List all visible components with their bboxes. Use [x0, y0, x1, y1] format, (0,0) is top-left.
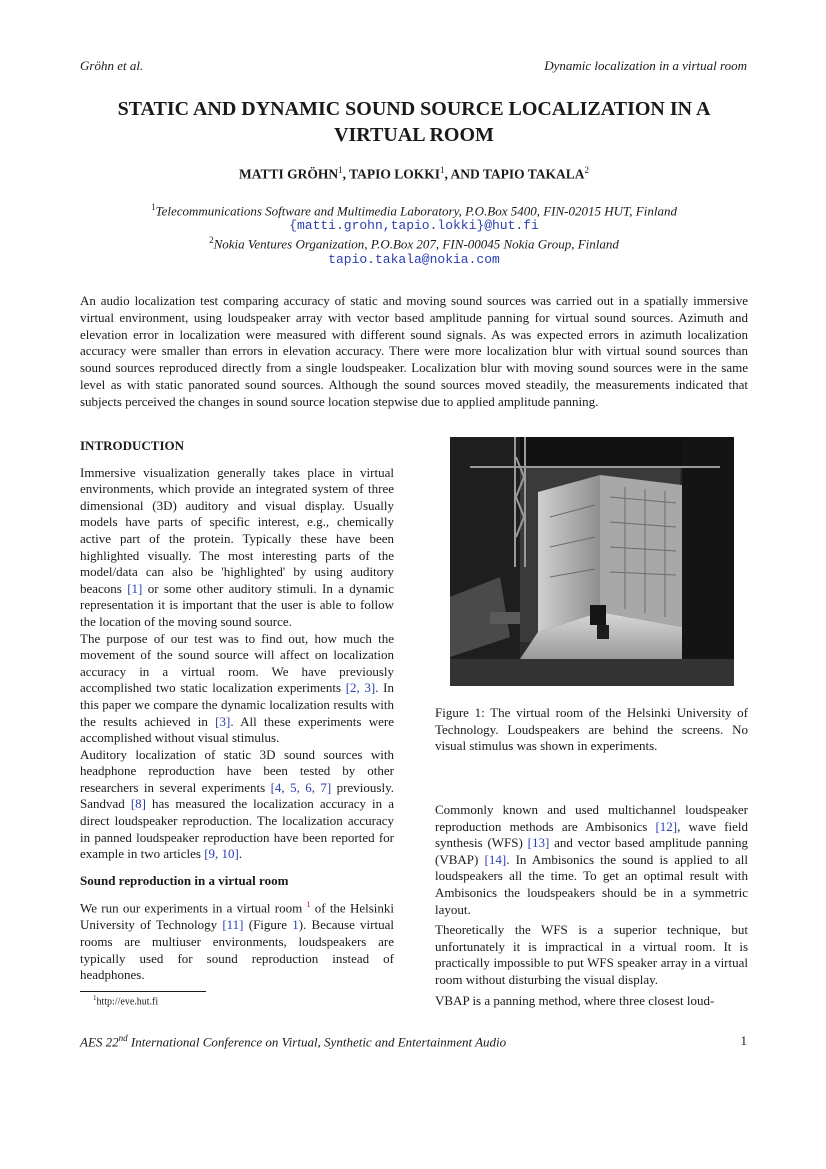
citation-link[interactable]: [11] [222, 917, 244, 933]
intro-p3-text-a: Auditory localization of static 3D sound sources with headphone reproduction have been tested by other researchers in several experiments [80, 746, 394, 795]
running-header-authors: Gröhn et al. [80, 58, 144, 73]
author-1-affil-mark: 1 [338, 165, 343, 175]
figure-1-caption: Figure 1: The virtual room of the Helsinki University of Technology. Loudspeakers are behind the screens. No visual stimulus was shown in experiments. [435, 705, 748, 754]
intro-p2-text-a: The purpose of our test was to find out, how much the movement of the sound source will affect on localization accuracy in a virtual room. We have previously accomplished two static localization experiments [80, 630, 394, 696]
left-column [80, 438, 394, 984]
right-paragraph-1 [435, 802, 748, 918]
sound-p1-text-b: of the Helsinki University of Technology [80, 900, 395, 933]
intro-p2-text-c: . All these experiments were accomplished without visual stimulus. [80, 713, 394, 746]
citation-link[interactable]: [8] [130, 796, 146, 812]
right-paragraph-3: VBAP is a panning method, where three closest loud- [435, 992, 715, 1008]
paper-title-line-2: VIRTUAL ROOM [334, 124, 494, 146]
right-p1-text-c: and vector based amplitude panning (VBAP) [435, 835, 748, 867]
intro-p3-text-c: has measured the localization accuracy in a direct loudspeaker reproduction. The localization accuracy in panned loudspeaker reproduction have been reported for example in two articles [80, 796, 394, 862]
right-p1-text-d: . In Ambisonics the sound is applied to all loudspeakers all the time. To get an optimal result with Ambisonics the loudspeakers should be in a symmetric layout. [435, 851, 748, 917]
author-3: , AND TAPIO TAKALA [444, 166, 585, 182]
citation-link[interactable]: [9, 10] [204, 846, 239, 862]
abstract: An audio localization test comparing accuracy of static and moving sound sources was carried out in a spatially immersive virtual environment, using loudspeaker array with vector based amplitude panning for virtual sound sources. Azimuth and elevation error in localization were measured with different sound signals. As was expected errors in azimuth localization accuracy were smaller than errors in elevation accuracy. There were more localization blur with virtual sound sources than sound sources reproduced directly from a single loudspeaker. Localization blur with moving sound sources were in the same level as with static panorated sound sources. Although the sound sources moved steadily, the measurements indicated that subjects perceived the changes in sound source location stepwise due to applied amplitude panning. [80, 293, 748, 409]
footer-conf-pre: AES 22 [80, 1034, 119, 1050]
sound-p1-text-c: (Figure [243, 917, 293, 933]
footnote [93, 994, 158, 1007]
intro-p3-text-d: . [238, 846, 243, 862]
author-2: , TAPIO LOKKI [342, 166, 440, 182]
citation-link[interactable]: [14] [484, 851, 507, 867]
page-number: 1 [740, 1033, 747, 1048]
email-2-row [80, 250, 748, 268]
affiliation-1-mark: 1 [151, 202, 156, 212]
email-1-link[interactable]: {matti.grohn,tapio.lokki}@hut.fi [289, 218, 539, 233]
right-column [435, 802, 748, 1009]
affiliation-1-text: Telecommunications Software and Multimedia Laboratory, P.O.Box 5400, FIN-02015 HUT, Finland [155, 203, 677, 219]
author-1: MATTI GRÖHN [238, 166, 339, 182]
citation-link[interactable]: [1] [127, 580, 143, 596]
affiliation-2-mark: 2 [209, 235, 214, 245]
conference-footer [80, 1033, 506, 1050]
intro-paragraph-2 [80, 631, 394, 747]
footnote-rule [80, 991, 206, 992]
citation-link[interactable]: [4, 5, 6, 7] [270, 779, 332, 795]
intro-p2-text-b: . In this paper we compare the dynamic localization results with the results achieved in [80, 680, 394, 729]
section-heading-introduction: INTRODUCTION [80, 438, 185, 453]
figure-reference-link[interactable]: 1 [292, 917, 299, 933]
footnote-url[interactable]: http://eve.hut.fi [96, 996, 159, 1008]
paper-title [80, 96, 748, 148]
right-p1-text-a: Commonly known and used multichannel loudspeaker reproduction methods are Ambisonics [435, 802, 748, 834]
footnote-mark: 1 [93, 994, 97, 1002]
virtual-room-photo [450, 437, 734, 686]
right-paragraph-2: Theoretically the WFS is a superior technique, but unfortunately it is impractical in a virtual room. It is practically impossible to put WFS speaker array in a virtual room without disturbing the visual display. [435, 922, 748, 987]
intro-paragraph-3 [80, 747, 394, 863]
running-header-title: Dynamic localization in a virtual room [544, 58, 747, 73]
affiliation-2-text: Nokia Ventures Organization, P.O.Box 207, FIN-00045 Nokia Group, Finland [213, 236, 619, 252]
figure-1-photo [450, 437, 734, 686]
intro-p3-text-b: previously. Sandvad [80, 779, 394, 812]
footer-conf-post: International Conference on Virtual, Synthetic and Entertainment Audio [127, 1034, 507, 1050]
sound-paragraph-1 [80, 897, 394, 983]
citation-link[interactable]: [2, 3] [345, 680, 376, 696]
intro-paragraph-1 [80, 465, 394, 631]
section-heading-sound-reproduction: Sound reproduction in a virtual room [80, 872, 289, 888]
author-2-affil-mark: 1 [440, 165, 445, 175]
sound-p1-text-a: We run our experiments in a virtual room [80, 900, 307, 916]
intro-p1-text-a: Immersive visualization generally takes place in virtual environments, which provide an integrated system of three dimensional (3D) auditory and visual display. Usually models have parts of specific interest, e.g., chemically active part of the protein. Typically these have been highlighted visually. The most interesting parts of the model/data can also be 'highlighted' by using auditory beacons [80, 464, 394, 596]
footer-conf-sup: nd [118, 1033, 128, 1043]
footnote-marker-link[interactable]: 1 [306, 900, 311, 910]
citation-link[interactable]: [12] [655, 818, 678, 834]
intro-p1-text-b: or some other auditory stimuli. In a dynamic representation it is important that the user is able to follow the location of the moving sound source. [80, 580, 394, 629]
author-list [80, 165, 748, 183]
author-3-affil-mark: 2 [584, 165, 590, 175]
citation-link[interactable]: [3] [215, 713, 231, 729]
citation-link[interactable]: [13] [527, 835, 550, 851]
paper-title-line-1: STATIC AND DYNAMIC SOUND SOURCE LOCALIZATION IN A [117, 98, 711, 120]
email-2-link[interactable]: tapio.takala@nokia.com [328, 252, 500, 267]
right-p1-text-b: , wave field synthesis (WFS) [435, 818, 748, 851]
sound-p1-text-d: ). Because virtual rooms are multiuser environments, loudspeakers are typically used for sound reproduction instead of headphones. [80, 917, 394, 983]
